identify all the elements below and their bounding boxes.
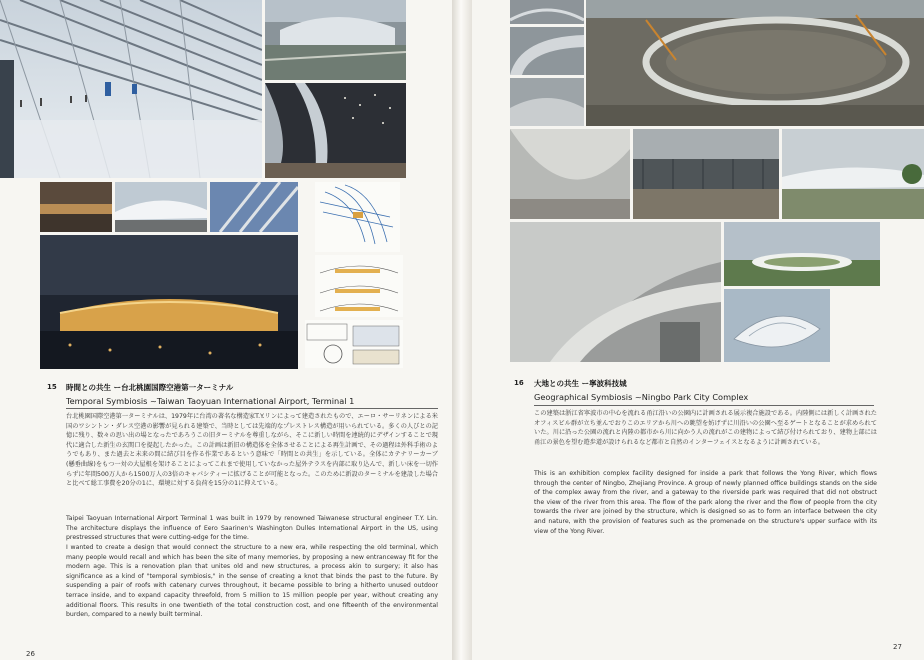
project-number: 15 bbox=[47, 383, 57, 391]
riverside-park-photo bbox=[782, 129, 924, 219]
terminal-aerial-photo bbox=[265, 0, 406, 80]
construction-site-aerial-photo bbox=[586, 0, 924, 126]
park-rendering bbox=[724, 222, 880, 286]
body-en-paragraph-2: I wanted to create a design that would connect the structure to a new era, while respecting the old terminal, which many people would recall and which has been the site of many memories, by proposing a new entranceway fit for the modern age. This is a renovation plan that unites old and new structures, a process akin to surgery; it also has significance as a kind of "temporal symbiosis," in the sense of creating a knot that binds the past to the future. By suspending a pair of roofs with catenary curves throughout, it became possible to bring a hitherto unused outdoor terrace inside, and to expand capacity threefold, from 5 million to 15 million people per year, without creating any additional floors. This results in one twentieth of the total construction cost, and one fifteenth of the environmental burden, compared to a newly built terminal. bbox=[66, 544, 438, 619]
terminal-interior-photo bbox=[0, 0, 262, 178]
roof-canopy-photo bbox=[115, 182, 207, 232]
project-title-ja: 時間との共生 ー台北桃園国際空港第一ターミナル bbox=[66, 383, 234, 392]
title-rule bbox=[66, 408, 438, 409]
terminal-night-interior-photo bbox=[265, 83, 406, 178]
body-en-paragraph-1: Taipei Taoyuan International Airport Terminal 1 was built in 1979 by renowned Taiwanese structural engineer T.Y. Lin. The architecture displays the influence of Eero Saarinen's Washington Dulles International Airport in the US, using prestressed structures that were cutting-edge for the time. bbox=[66, 515, 438, 542]
left-page bbox=[0, 0, 452, 660]
right-page bbox=[472, 0, 924, 660]
page-number-right: 27 bbox=[893, 643, 902, 651]
roof-arch-photo bbox=[510, 0, 584, 24]
book-gutter bbox=[452, 0, 472, 660]
structure-detail-photo bbox=[210, 182, 298, 232]
structure-diagram-drawing bbox=[315, 182, 400, 252]
plan-drawings bbox=[305, 320, 403, 368]
steel-frame-photo bbox=[633, 129, 779, 219]
body-ja: 台北桃園国際空港第一ターミナルは、1979年に台湾の著名な構造家T.Y.リンによって建造されたもので、エーロ・サーリネンによる米国のワシントン・ダレス空港の影響が見られる建築で、当時としては先端的なプレストレス構造が用いられている。多くの人びとの記憶に残り、数々の思い出の場となったであろうこの旧ターミナルを尊重しながら、そこに新しい時間を連続的にデザインすることで現代に適合した新生の玄関口を提起したかった。この計画は新旧の構造体を全体させることによる再生計画で、その過程は外科手術のようでもあり、また過去と未来の間に結び目を作る作業であるという意味で「時間との共生」を示している。全体にカテナリーカーブ(懸垂曲線)をもつ一対の大屋根を架けることによってこれまで使用していなかった屋外テラスを内部に取り込んで、新しい床を一切作らずに年間500万人から1500万人の3倍のキャパシティーに拡げることが可能となった。このために新設のターミナルを建設した場合と比べて総工事費を20分の1に、環境に対する負荷を15分の1に抑えている。 bbox=[66, 413, 438, 488]
shell-interior-photo bbox=[510, 129, 630, 219]
body-ja: この建築は浙江省寧波市の中心を流れる甬江沿いの公園内に計画される展示複合施設である。内陸側には新しく計画されたオフィスビル群が立ち並んでおりこのエリアから川への眺望を妨げずに川沿いの公園へ至るゲートとなることが求められていた。川に沿った公園の流れと内陸の都市から川に向かう人の流れがこの建物によって結び付けられており、建物上部には甬江の景色を望む遊歩道が設けられるなど都市と自然のインターフェイスとなるように計画されている。 bbox=[534, 410, 877, 446]
check-in-counter-photo bbox=[40, 182, 112, 232]
project-title-ja: 大地との共生 ー寧波科技城 bbox=[534, 379, 627, 388]
concrete-shell-photo bbox=[510, 78, 584, 126]
architectural-model-photo bbox=[724, 289, 830, 362]
project-title-en: Geographical Symbiosis ~Ningbo Park City Complex bbox=[534, 392, 749, 402]
curved-wall-photo bbox=[510, 27, 584, 75]
project-title-en: Temporal Symbiosis ~Taiwan Taoyuan International Airport, Terminal 1 bbox=[66, 396, 355, 406]
section-drawings bbox=[315, 255, 403, 317]
body-en: This is an exhibition complex facility designed for inside a park that follows the Yong River, which flows through the center of Ningbo, Zhejiang Province. A group of newly planned office buildings stands on the side of the complex away from the river, and a gateway to the riverside park was required that did not obstruct the view of the river from this area. The flow of the park along the river and the flow of people from the city towards the river are joined by the structure, which is designed so as to form an interface between the city and nature, with the provision of features such as the promenade on the structure's upper surface with its view of the Yong River. bbox=[534, 470, 877, 535]
terminal-night-exterior-photo bbox=[40, 235, 298, 369]
page-number-left: 26 bbox=[26, 650, 35, 658]
project-number: 16 bbox=[514, 379, 524, 387]
concrete-vault-photo bbox=[510, 222, 721, 362]
title-rule bbox=[534, 405, 874, 406]
